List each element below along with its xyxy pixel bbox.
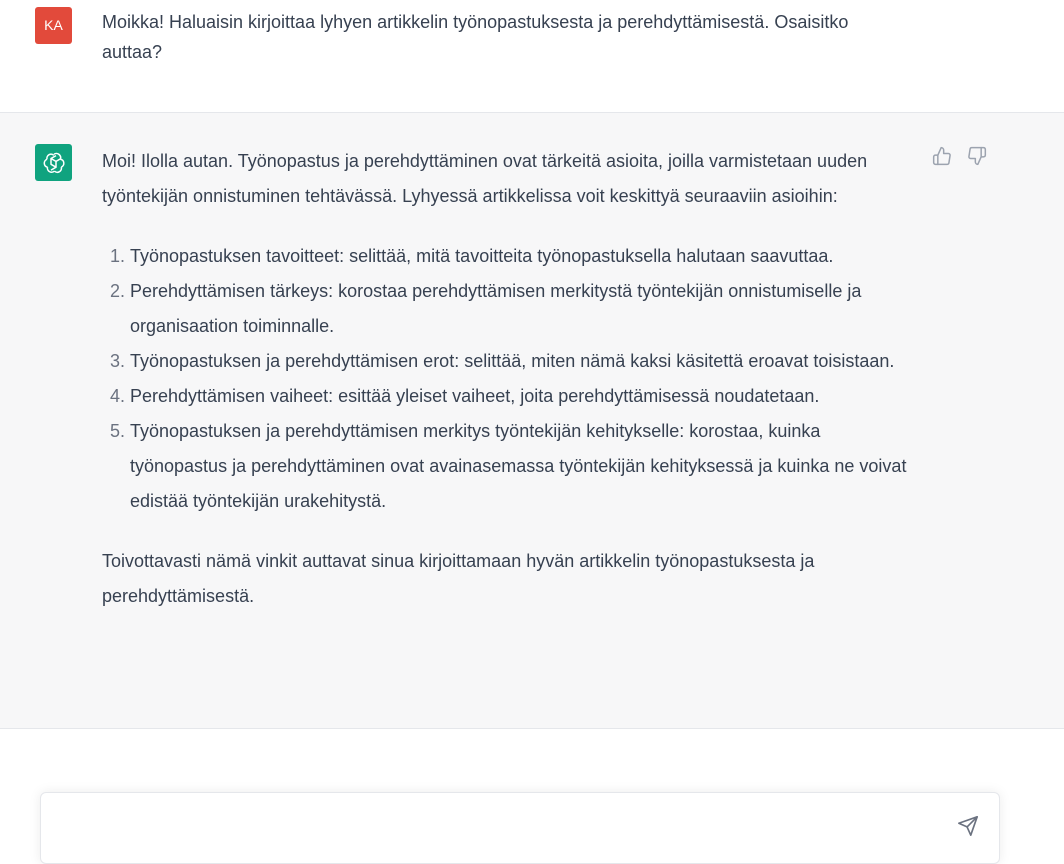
assistant-avatar bbox=[35, 144, 72, 181]
assistant-message-content bbox=[102, 144, 922, 614]
assistant-message bbox=[0, 113, 1064, 729]
assistant-intro: Moi! Ilolla autan. Työnopastus ja perehdyttäminen ovat tärkeitä asioita, joilla varmistetaan uuden työntekijän onnistuminen tehtävässä. Lyhyessä artikkelissa voit keskittyä seuraaviin asioihin: bbox=[102, 151, 868, 206]
user-avatar: KA bbox=[35, 7, 72, 44]
thumbs-up-icon[interactable] bbox=[932, 146, 952, 166]
message-input[interactable] bbox=[57, 807, 941, 839]
assistant-outro: Toivottavasti nämä vinkit auttavat sinua kirjoittamaan hyvän artikkelin työnopastuksesta ja perehdyttämisestä. bbox=[102, 551, 815, 606]
user-message-text: Moikka! Haluaisin kirjoittaa lyhyen artikkelin työnopastuksesta ja perehdyttämisestä. Osaisitko auttaa? bbox=[102, 12, 849, 62]
list-item: 2. Perehdyttämisen tärkeys: korostaa perehdyttämisen merkitystä työntekijän onnistumiselle ja organisaation toiminnalle. bbox=[130, 274, 922, 344]
openai-logo-icon bbox=[42, 151, 66, 175]
list-item: 1. Työnopastuksen tavoitteet: selittää, mitä tavoitteita työnopastuksella halutaan saavuttaa. bbox=[130, 239, 922, 274]
thumbs-down-icon[interactable] bbox=[967, 146, 987, 166]
list-item: 3. Työnopastuksen ja perehdyttämisen erot: selittää, miten nämä kaksi käsitettä eroavat toisistaan. bbox=[130, 344, 922, 379]
list-item: 4. Perehdyttämisen vaiheet: esittää yleiset vaiheet, joita perehdyttämisessä noudatetaan. bbox=[130, 379, 922, 414]
message-composer bbox=[40, 792, 1000, 864]
assistant-list bbox=[102, 239, 922, 519]
feedback-buttons bbox=[932, 146, 987, 166]
list-item: 5. Työnopastuksen ja perehdyttämisen merkitys työntekijän kehitykselle: korostaa, kuinka työnopastus ja perehdyttäminen ovat avainasemassa työntekijän kehityksessä ja kuinka ne voivat edistää työntekijän urakehitystä. bbox=[130, 414, 922, 519]
send-icon[interactable] bbox=[957, 815, 981, 839]
user-message bbox=[0, 0, 1064, 113]
